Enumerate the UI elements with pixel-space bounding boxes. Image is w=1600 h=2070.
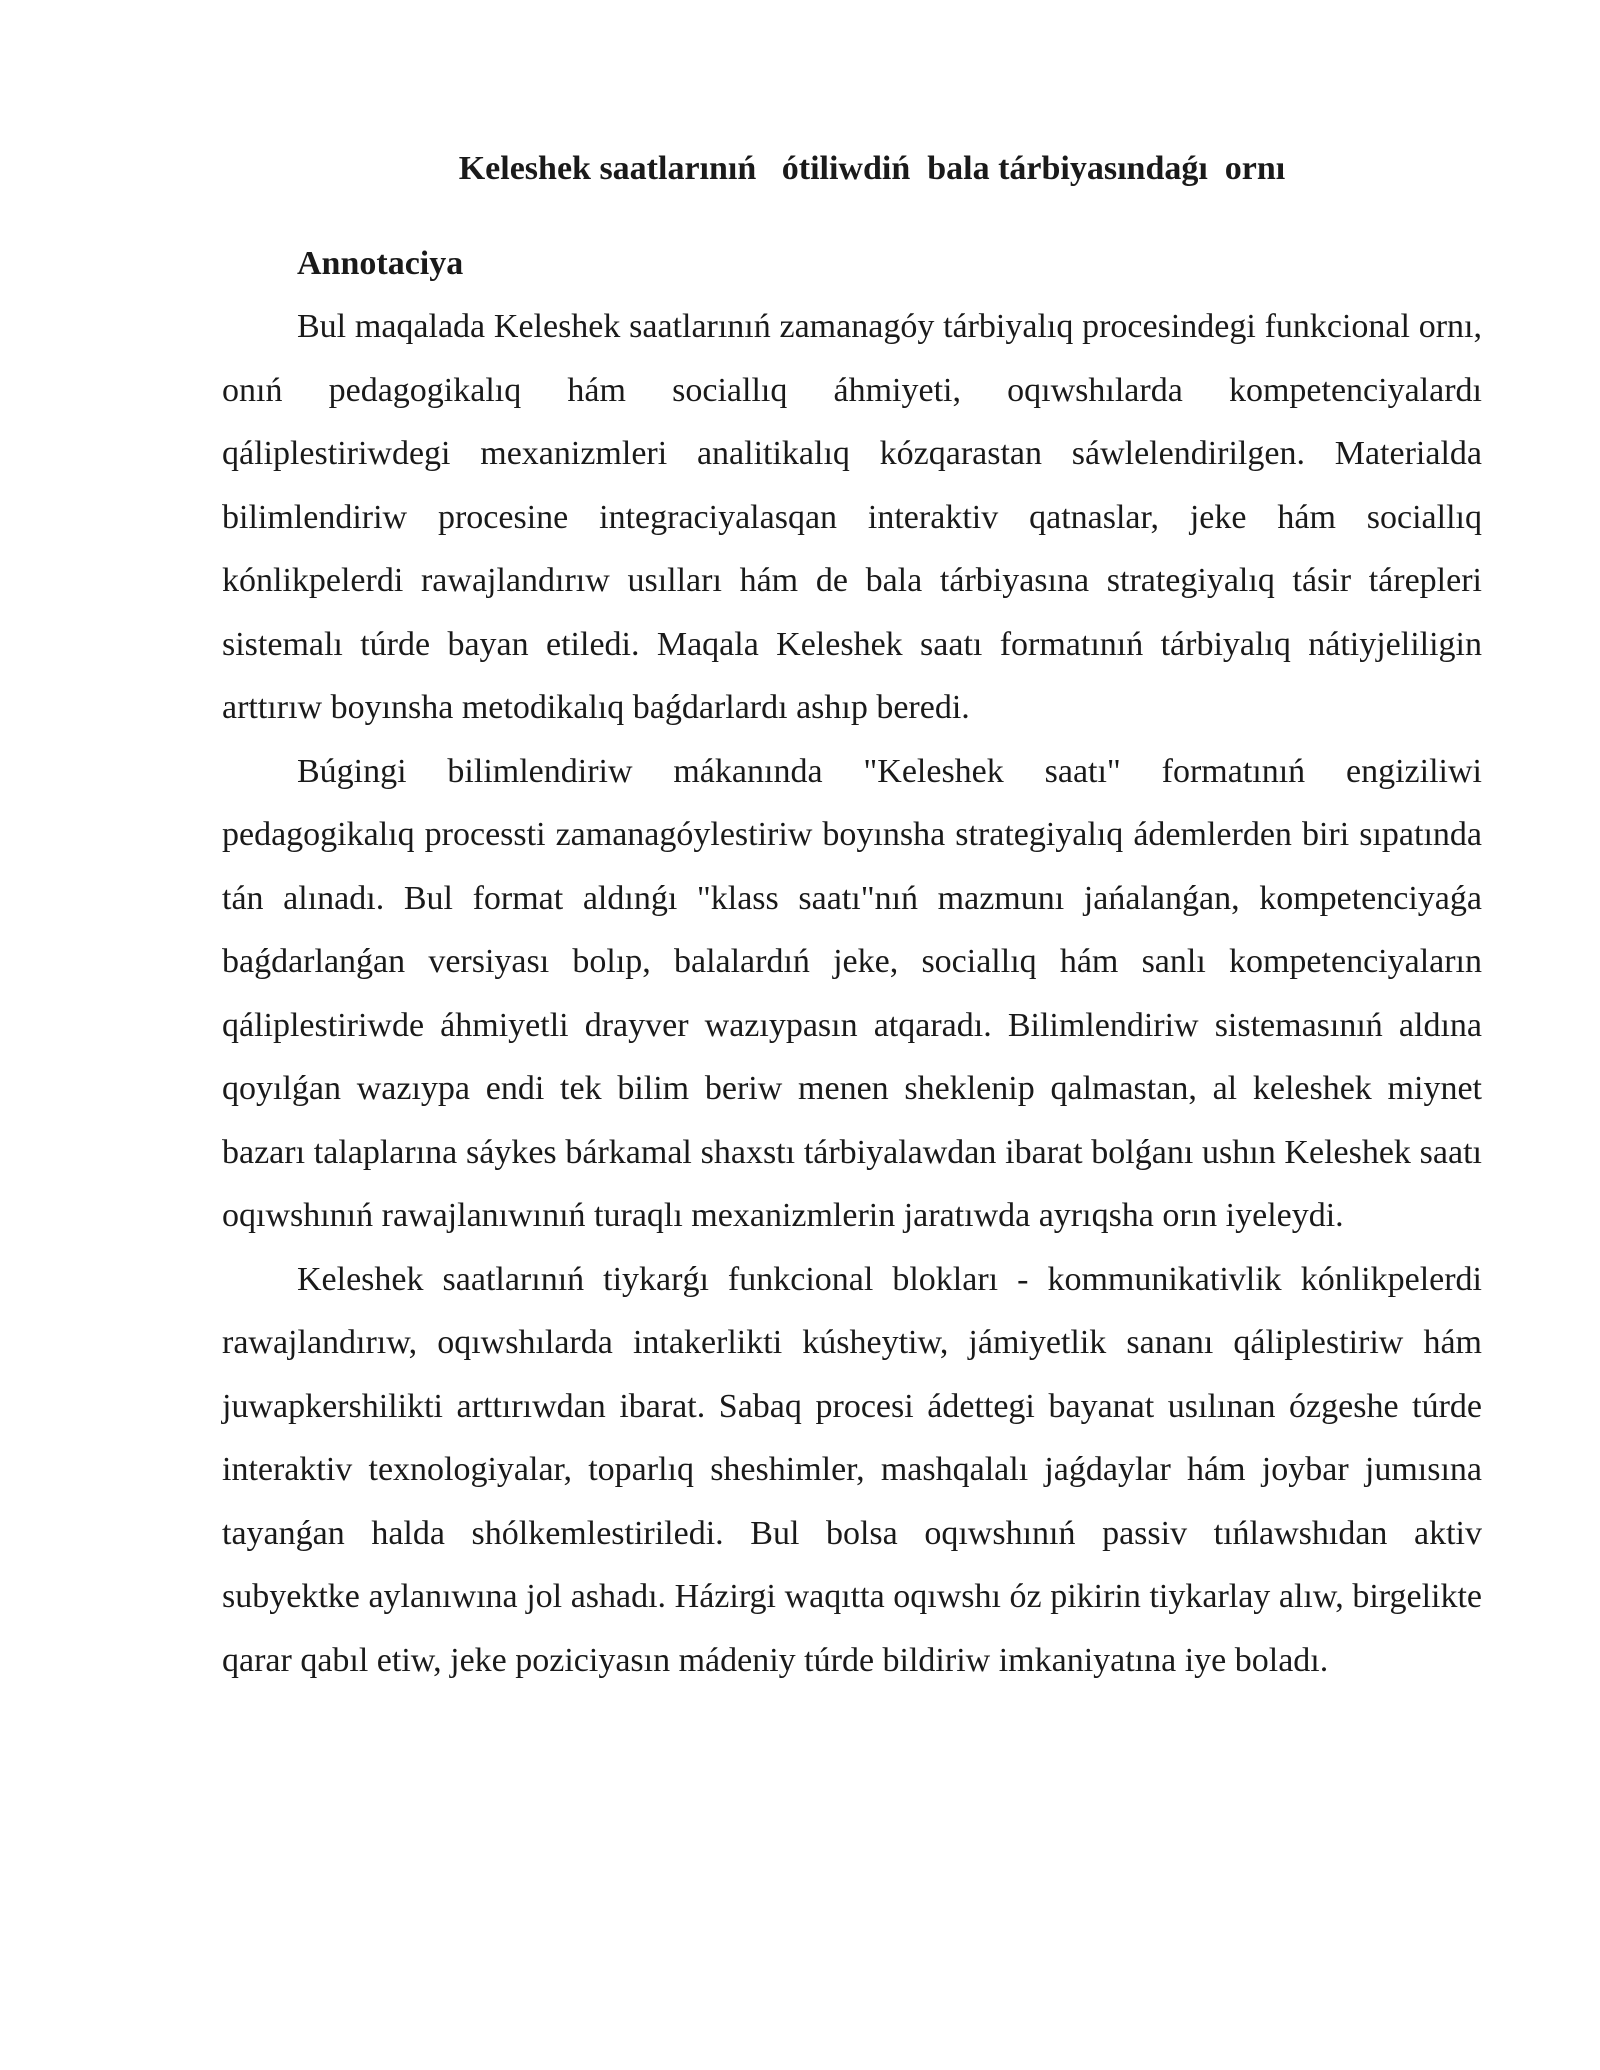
document-body: [222, 150, 1482, 1692]
annotation-heading: Annotaciya: [297, 245, 464, 282]
body-paragraph-1: Búgingi bilimlendiriw mákanında "Keleshek saatı" formatınıń engiziliwi pedagogikalıq processti zamanagóylestiriw boyınsha strategiyalıq ádemlerden biri sıpatında tán alınadı. Bul format aldınǵı "klass saatı"nıń mazmunı jańalanǵan, kompetenciyaǵa baǵdarlanǵan versiyası bolıp, balalardıń jeke, sociallıq hám sanlı kompetenciyaların qáliplestiriwde áhmiyetli drayver wazıypasın atqaradı. Bilimlendiriw sistemasınıń aldına qoyılǵan wazıypa endi tek bilim beriw menen sheklenip qalmastan, al keleshek miynet bazarı talaplarına sáykes bárkamal shaxstı tárbiyalawdan ibarat bolǵanı ushın Keleshek saatı oqıwshınıń rawajlanıwınıń turaqlı mexanizmlerin jaratıwda ayrıqsha orın iyeleydi.: [222, 752, 1482, 1234]
annotation-paragraph: Bul maqalada Keleshek saatlarınıń zamanagóy tárbiyalıq procesindegi funkcional ornı, onıń pedagogikalıq hám sociallıq áhmiyeti, oqıwshılarda kompetenciyalardı qáliplestiriwdegi mexanizmleri analitikalıq kózqarastan sáwlelendirilgen. Materialda bilimlendiriw procesine integraciyalasqan interaktiv qatnaslar, jeke hám sociallıq kónlikpelerdi rawajlandırıw usılları hám de bala tárbiyasına strategiyalıq tásir tárepleri sistemalı túrde bayan etiledi. Maqala Keleshek saatı formatınıń tárbiyalıq nátiyjeliligin arttırıw boyınsha metodikalıq baǵdarlardı ashıp beredi.: [222, 308, 1482, 726]
document-title: Keleshek saatlarınıń ótiliwdiń bala tárbiyasındaǵı ornı: [458, 150, 1286, 187]
body-paragraph-2: Keleshek saatlarınıń tiykarǵı funkcional blokları - kommunikativlik kónlikpelerdi rawajlandırıw, oqıwshılarda intakerlikti kúsheytiw, jámiyetlik sananı qáliplestiriw hám juwapkershilikti arttırıwdan ibarat. Sabaq procesi ádettegi bayanat usılınan ózgeshe túrde interaktiv texnologiyalar, toparlıq sheshimler, mashqalalı jaǵdaylar hám joybar jumısına tayanǵan halda shólkemlestiriledi. Bul bolsa oqıwshınıń passiv tıńlawshıdan aktiv subyektke aylanıwına jol ashadı. Házirgi waqıtta oqıwshı óz pikirin tiykarlay alıw, birgelikte qarar qabıl etiw, jeke poziciyasın mádeniy túrde bildiriw imkaniyatına iye boladı.: [222, 1260, 1482, 1679]
